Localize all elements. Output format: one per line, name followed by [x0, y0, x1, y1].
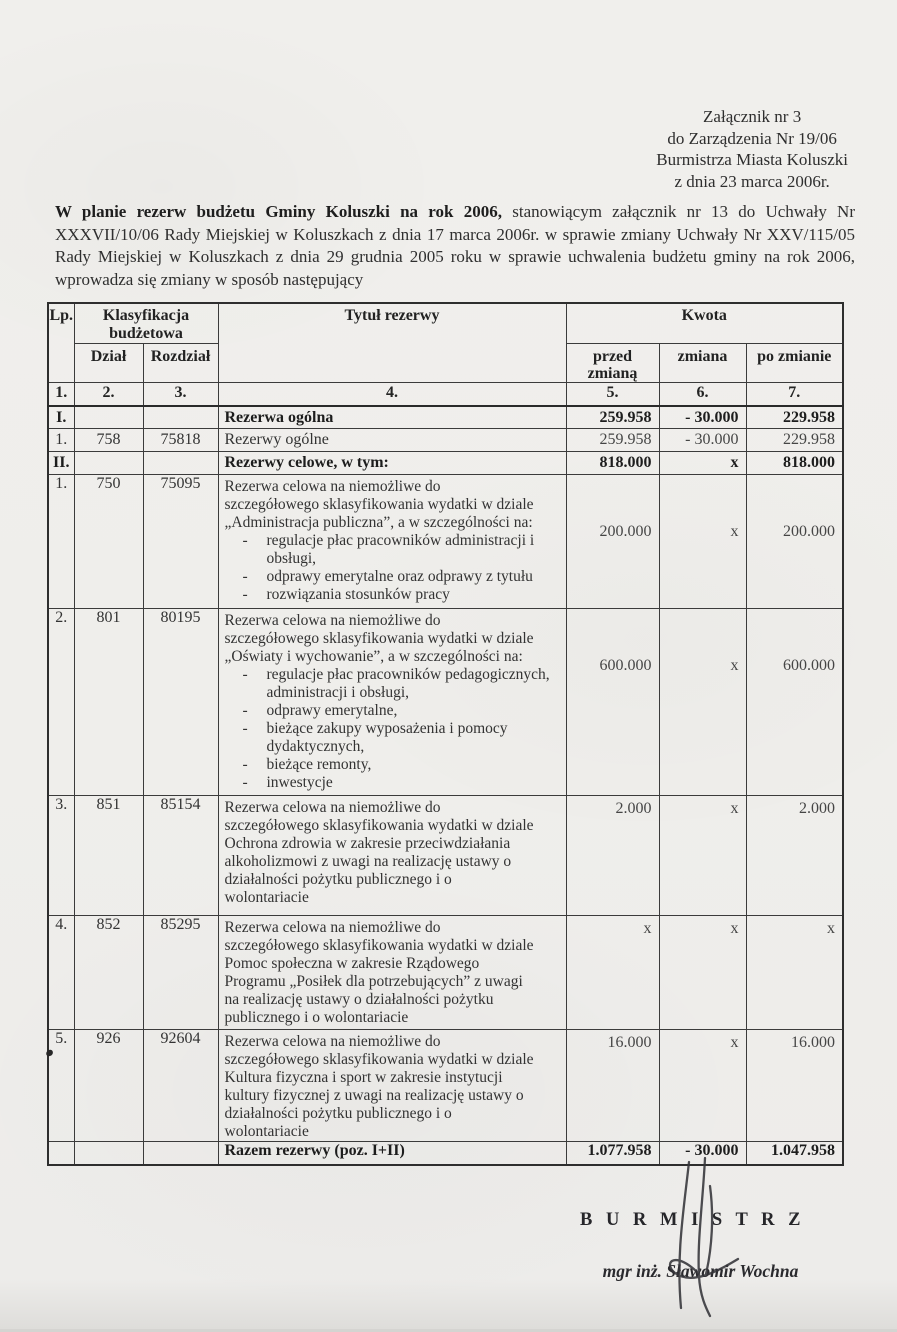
header-przed-zmiana: przed zmianą [566, 344, 659, 383]
col-num-3: 3. [143, 383, 218, 406]
header-tytul-rezerwy: Tytuł rezerwy [218, 303, 566, 383]
table-row [48, 609, 843, 796]
cell-przed: x [566, 916, 659, 1030]
table-row [48, 406, 843, 429]
cell-zmiana: - 30.000 [659, 406, 746, 429]
cell-zmiana: x [659, 796, 746, 916]
col-num-2: 2. [74, 383, 143, 406]
cell-zmiana: x [659, 609, 746, 796]
intro-body-text: stanowiącym załącznik nr 13 do Uchwały Nr XXXVII/10/06 Rady Miejskiej w Koluszkach z dnia 17 marca 2006r. w sprawie zmiany Uchwały Nr XXV/115/05 Rady Miejskiej w Koluszkach z dnia 29 grudnia 2005 roku w sprawie uchwalenia budżetu gminy na rok 2006, wprowadza się zmiany w sposób następujący [55, 202, 855, 289]
cell-rozdzial: 85295 [143, 916, 218, 1030]
cell-lp: 3. [48, 796, 74, 916]
table-row [48, 796, 843, 916]
cell-title [218, 475, 566, 609]
cell-lp [48, 1142, 74, 1165]
title-lines: Rezerwa celowa na niemożliwe do szczegółowego sklasyfikowania wydatki w dziale Kultura fizyczna i sport w zakresie instytucji kultury fizycznej z uwagi na realizację ustawy o działalności pożytku publicznego i o wolontariacie [224, 1033, 534, 1140]
reserves-table [47, 302, 844, 1166]
mayor-stamp-title: B U R M I S T R Z [580, 1210, 805, 1230]
cell-przed: 259.958 [566, 429, 659, 452]
cell-zmiana: x [659, 452, 746, 475]
cell-przed: 200.000 [566, 475, 659, 609]
cell-lp: 1. [48, 475, 74, 609]
cell-rozdzial: 85154 [143, 796, 218, 916]
table-row [48, 475, 843, 609]
cell-lp: I. [48, 406, 74, 429]
cell-lp: 4. [48, 916, 74, 1030]
cell-dzial [74, 452, 143, 475]
cell-title: Rezerwa ogólna [218, 406, 566, 429]
title-lines: Rezerwa celowa na niemożliwe do szczegółowego sklasyfikowania wydatki w dziale „Administracja publiczna”, a w szczególności na: [224, 478, 534, 531]
cell-dzial: 801 [74, 609, 143, 796]
cell-po: x [746, 916, 843, 1030]
cell-dzial: 758 [74, 429, 143, 452]
cell-rozdzial [143, 1142, 218, 1165]
header-rozdzial: Rozdział [143, 344, 218, 383]
col-num-1: 1. [48, 383, 74, 406]
cell-po: 1.047.958 [746, 1142, 843, 1165]
cell-title [218, 609, 566, 796]
table-row [48, 916, 843, 1030]
cell-zmiana: - 30.000 [659, 1142, 746, 1165]
cell-dzial: 750 [74, 475, 143, 609]
cell-title [218, 916, 566, 1030]
cell-lp: II. [48, 452, 74, 475]
cell-rozdzial: 75095 [143, 475, 218, 609]
cell-po: 818.000 [746, 452, 843, 475]
cell-po: 229.958 [746, 406, 843, 429]
cell-title: Razem rezerwy (poz. I+II) [218, 1142, 566, 1165]
cell-dzial [74, 406, 143, 429]
table-row [48, 452, 843, 475]
cell-zmiana: x [659, 1030, 746, 1142]
cell-zmiana: x [659, 916, 746, 1030]
title-bullets: - regulacje płac pracowników administracji i obsługi, - odprawy emerytalne oraz odprawy z tytułu - rozwiązania stosunków pracy [242, 532, 535, 603]
table-row [48, 429, 843, 452]
cell-dzial: 926 [74, 1030, 143, 1142]
col-num-7: 7. [746, 383, 843, 406]
cell-przed: 16.000 [566, 1030, 659, 1142]
cell-zmiana: x [659, 475, 746, 609]
header-lp: Lp. [48, 303, 74, 383]
header-dzial: Dział [74, 344, 143, 383]
title-lines: Rezerwa celowa na niemożliwe do szczegółowego sklasyfikowania wydatki w dziale Ochrona zdrowia w zakresie przeciwdziałania alkoholizmowi z uwagi na realizację ustawy o działalności pożytku publicznego i o wolontariacie [224, 799, 534, 906]
signatory-name: mgr inż. Sławomir Wochna [602, 1261, 799, 1281]
title-lines: Rezerwa celowa na niemożliwe do szczegółowego sklasyfikowania wydatki w dziale „Oświaty i wychowanie”, a w szczególności na: [224, 612, 534, 665]
intro-paragraph [55, 201, 855, 291]
handwritten-signature [648, 1156, 758, 1324]
title-lines: Rezerwa celowa na niemożliwe do szczegółowego sklasyfikowania wydatki w dziale Pomoc społeczna w zakresie Rządowego Programu „Posiłek dla potrzebujących” z uwagi na realizację ustawy o działalności pożytku publicznego i o wolontariacie [224, 919, 534, 1026]
cell-przed: 1.077.958 [566, 1142, 659, 1165]
attachment-note: Załącznik nr 3 do Zarządzenia Nr 19/06 Burmistrza Miasta Koluszki z dnia 23 marca 2006r. [656, 107, 848, 191]
cell-rozdzial [143, 406, 218, 429]
cell-title: Rezerwy celowe, w tym: [218, 452, 566, 475]
cell-po: 2.000 [746, 796, 843, 916]
col-num-5: 5. [566, 383, 659, 406]
cell-dzial [74, 1142, 143, 1165]
header-klasyfikacja: Klasyfikacja budżetowa [74, 303, 218, 344]
table-row [48, 1030, 843, 1142]
col-num-4: 4. [218, 383, 566, 406]
cell-dzial: 851 [74, 796, 143, 916]
table-header-row-1 [48, 303, 843, 344]
col-num-6: 6. [659, 383, 746, 406]
cell-rozdzial: 92604 [143, 1030, 218, 1142]
cell-title [218, 796, 566, 916]
cell-lp: 1. [48, 429, 74, 452]
cell-rozdzial: 80195 [143, 609, 218, 796]
cell-title [218, 1030, 566, 1142]
cell-lp: 5. [48, 1030, 74, 1142]
cell-przed: 818.000 [566, 452, 659, 475]
cell-przed: 2.000 [566, 796, 659, 916]
cell-po: 600.000 [746, 609, 843, 796]
title-bullets: - regulacje płac pracowników pedagogicznych, administracji i obsługi, - odprawy emerytalne, - bieżące zakupy wyposażenia i pomocy dydaktycznych, - bieżące remonty, - inwestycje [242, 666, 550, 791]
cell-rozdzial [143, 452, 218, 475]
header-po-zmianie: po zmianie [746, 344, 843, 383]
cell-przed: 259.958 [566, 406, 659, 429]
cell-po: 200.000 [746, 475, 843, 609]
cell-rozdzial: 75818 [143, 429, 218, 452]
cell-przed: 600.000 [566, 609, 659, 796]
cell-dzial: 852 [74, 916, 143, 1030]
intro-bold-lead: W planie rezerw budżetu Gminy Koluszki na rok 2006, [55, 202, 502, 221]
cell-lp: 2. [48, 609, 74, 796]
cell-po: 229.958 [746, 429, 843, 452]
column-number-row [48, 383, 843, 406]
cell-po: 16.000 [746, 1030, 843, 1142]
cell-title: Rezerwy ogólne [218, 429, 566, 452]
cell-zmiana: - 30.000 [659, 429, 746, 452]
header-zmiana: zmiana [659, 344, 746, 383]
header-kwota: Kwota [566, 303, 843, 344]
